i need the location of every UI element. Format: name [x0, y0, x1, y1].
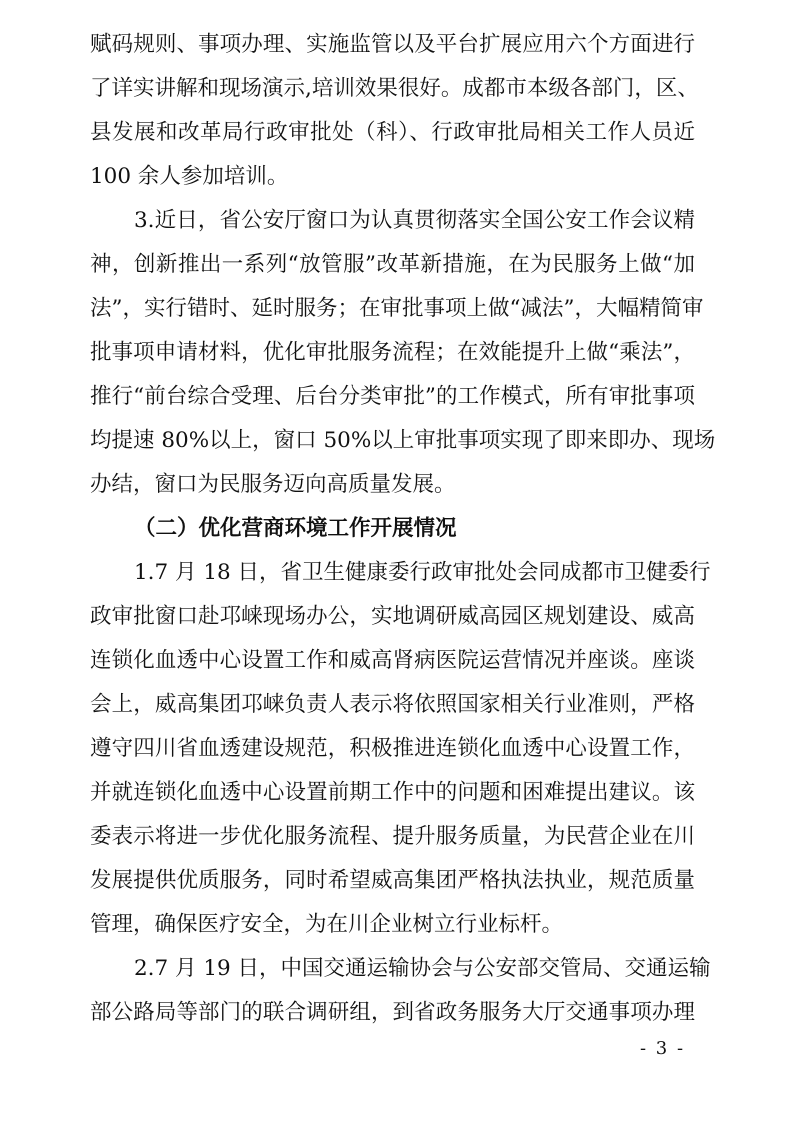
section-heading: （二）优化营商环境工作开展情况: [134, 516, 457, 541]
text-line: 批事项申请材料，优化审批服务流程；在效能提升上做“乘法”，: [90, 340, 695, 365]
text-line: 县发展和改革局行政审批处（科）、行政审批局相关工作人员近: [90, 120, 695, 145]
text-line: 了详实讲解和现场演示,培训效果很好。成都市本级各部门，区、: [90, 76, 699, 101]
page-number: - 3 -: [640, 1038, 686, 1059]
text-line: 办结，窗口为民服务迈向高质量发展。: [90, 472, 456, 497]
text-line: 神，创新推出一系列“放管服”改革新措施，在为民服务上做“加: [90, 252, 695, 277]
text-line: 并就连锁化血透中心设置前期工作中的问题和困难提出建议。该: [90, 780, 695, 805]
text-line: 推行“前台综合受理、后台分类审批”的工作模式，所有审批事项: [90, 384, 695, 409]
text-line: 政审批窗口赴邛崃现场办公，实地调研威高园区规划建设、威高: [90, 604, 695, 629]
text-line: 3.近日，省公安厅窗口为认真贯彻落实全国公安工作会议精: [134, 208, 695, 233]
text-line: 100 余人参加培训。: [90, 164, 289, 189]
text-line: 发展提供优质服务，同时希望威高集团严格执法执业，规范质量: [90, 868, 695, 893]
text-line: 2.7 月 19 日，中国交通运输协会与公安部交管局、交通运输: [134, 956, 711, 981]
text-line: 会上，威高集团邛崃负责人表示将依照国家相关行业准则，严格: [90, 692, 695, 717]
text-line: 部公路局等部门的联合调研组，到省政务服务大厅交通事项办理: [90, 1000, 695, 1025]
text-line: 法”，实行错时、延时服务；在审批事项上做“减法”，大幅精简审: [90, 296, 704, 321]
text-line: 赋码规则、事项办理、实施监管以及平台扩展应用六个方面进行: [90, 32, 695, 57]
text-line: 均提速 80%以上，窗口 50%以上审批事项实现了即来即办、现场: [90, 428, 716, 453]
text-line: 1.7 月 18 日，省卫生健康委行政审批处会同成都市卫健委行: [134, 560, 711, 585]
text-line: 连锁化血透中心设置工作和威高肾病医院运营情况并座谈。座谈: [90, 648, 695, 673]
text-line: 委表示将进一步优化服务流程、提升服务质量，为民营企业在川: [90, 824, 695, 849]
text-line: 遵守四川省血透建设规范，积极推进连锁化血透中心设置工作，: [90, 736, 695, 761]
text-line: 管理，确保医疗安全，为在川企业树立行业标杆。: [90, 912, 564, 937]
